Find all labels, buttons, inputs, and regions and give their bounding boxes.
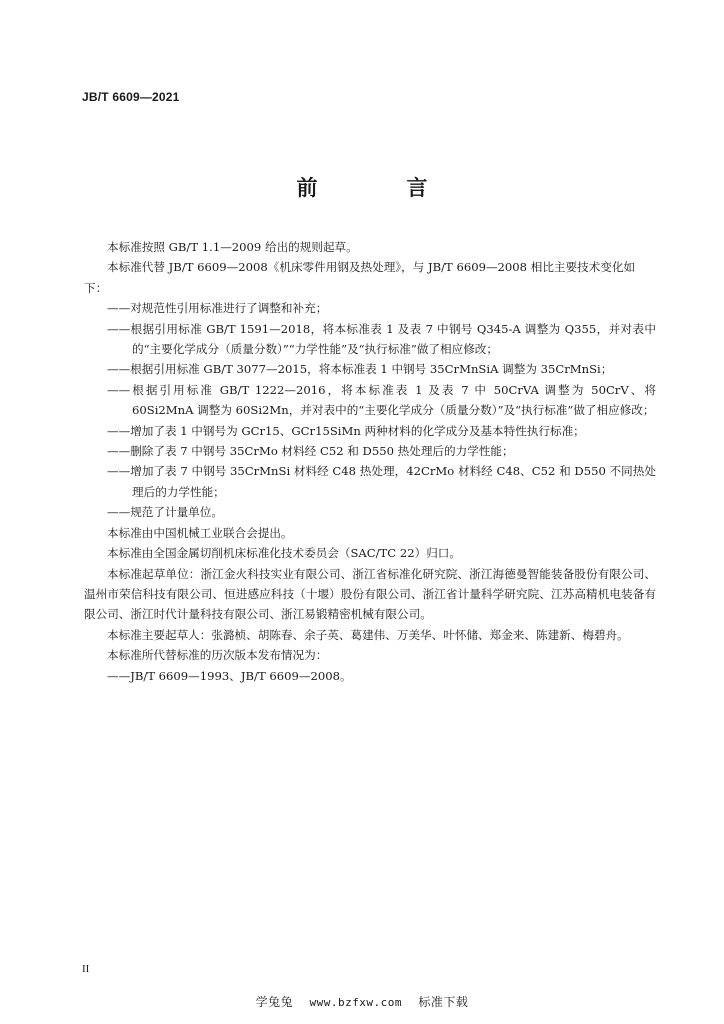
change-item: ——删除了表 7 中钢号 35CrMo 材料经 C52 和 D550 热处理后的力学性能； <box>107 444 514 459</box>
change-item: ——规范了计量单位。 <box>107 505 223 520</box>
paragraph-centralized-by: 本标准由全国金属切削机床标准化技术委员会（SAC/TC 22）归口。 <box>107 546 461 561</box>
footer-site-name: 学兔兔 <box>255 995 294 1009</box>
change-item: ——根据引用标准 GB/T 3077—2015，将本标准表 1 中钢号 35CrMnSiA 调整为 35CrMnSi； <box>107 362 613 377</box>
paragraph-drafting-rules: 本标准按照 GB/T 1.1—2009 给出的规则起草。 <box>107 240 358 254</box>
paragraph-drafters: 本标准主要起草人：张潞桢、胡陈春、余子英、葛建伟、万美华、叶怀储、郑金来、陈建新、梅碧舟。 <box>107 627 629 642</box>
paragraph-drafting-units: 本标准起草单位：浙江金火科技实业有限公司、浙江省标准化研究院、浙江海德曼智能装备股份有限公司、温州市荣信科技有限公司、恒进感应科技（十堰）股份有限公司、浙江省计量科学研究院、江苏高精机电装备有限公司、浙江时代计量科技有限公司、浙江易锻精密机械有限公司。 <box>84 566 656 622</box>
footer-site-url[interactable]: www.bzfxw.com <box>309 996 403 1009</box>
change-item: ——增加了表 1 中钢号为 GCr15、GCr15SiMn 两种材料的化学成分及基本特性执行标准； <box>107 423 585 438</box>
footer-site-tagline: 标准下载 <box>418 995 469 1009</box>
change-item: ——根据引用标准 GB/T 1591—2018，将本标准表 1 及表 7 中钢号 Q345-A 调整为 Q355，并对表中的“主要化学成分（质量分数）”“力学性能”及“执行标准”做了相应修改； <box>107 321 656 357</box>
paragraph-replaces: 本标准代替 JB/T 6609—2008《机床零件用钢及热处理》，与 JB/T 6609—2008 相比主要技术变化如下： <box>84 260 636 295</box>
change-item: ——根据引用标准 GB/T 1222—2016，将本标准表 1 及表 7 中 50CrVA 调整为 50CrV、将 60Si2MnA 调整为 60Si2Mn，并对表中的“主要化学成分（质量分数）”及“执行标准”做了相应修改； <box>107 382 656 418</box>
watermark-footer <box>0 993 724 1010</box>
history-item: ——JB/T 6609—1993、JB/T 6609—2008。 <box>107 668 352 683</box>
standard-code: JB/T 6609—2021 <box>82 90 180 104</box>
change-item: ——对规范性引用标准进行了调整和补充； <box>107 301 328 316</box>
page-number: II <box>82 963 90 975</box>
paragraph-proposed-by: 本标准由中国机械工业联合会提出。 <box>107 525 293 540</box>
change-item: ——增加了表 7 中钢号 35CrMnSi 材料经 C48 热处理，42CrMo 材料经 C48、C52 和 D550 不同热处理后的力学性能； <box>107 464 656 499</box>
paragraph-history-intro: 本标准所代替标准的历次版本发布情况为： <box>107 648 328 663</box>
foreword-body <box>84 237 656 686</box>
page-title: 前 言 <box>296 175 462 200</box>
